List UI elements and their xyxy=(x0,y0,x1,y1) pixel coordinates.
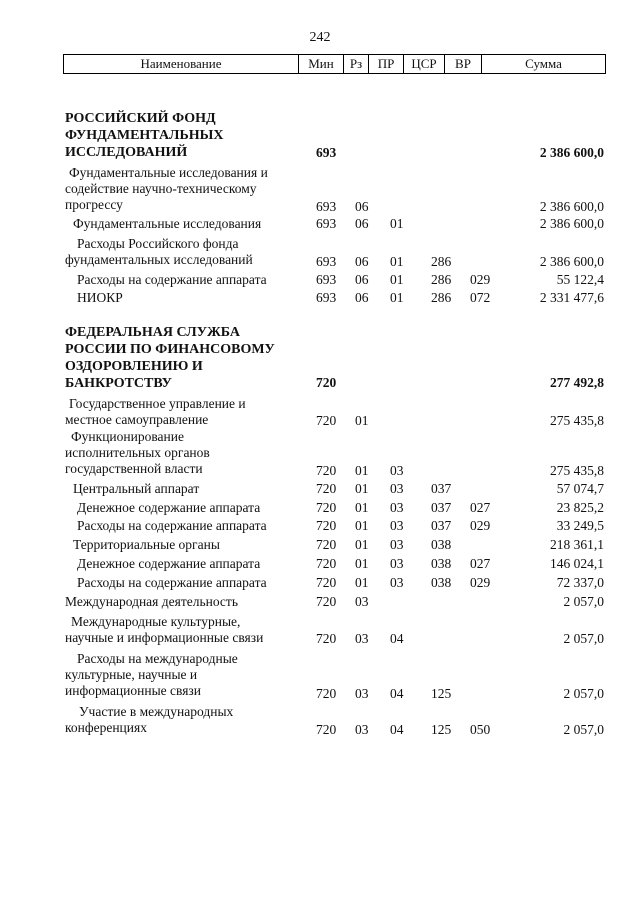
cell-pr: 01 xyxy=(390,216,404,231)
cell-pr: 01 xyxy=(390,290,404,305)
column-header-rz: Рз xyxy=(344,55,369,74)
cell-rz: 01 xyxy=(355,500,369,515)
cell-rz: 06 xyxy=(355,254,369,269)
cell-sum: 218 361,1 xyxy=(550,537,604,552)
cell-rz: 06 xyxy=(355,290,369,305)
cell-sum: 2 057,0 xyxy=(563,722,604,737)
column-header-name: Наименование xyxy=(64,55,299,74)
cell-csr: 286 xyxy=(431,290,452,305)
column-header-csr: ЦСР xyxy=(404,55,445,74)
cell-rz: 01 xyxy=(355,413,369,428)
cell-pr: 03 xyxy=(390,575,404,590)
cell-rz: 01 xyxy=(355,556,369,571)
cell-pr: 03 xyxy=(390,556,404,571)
cell-min: 693 xyxy=(316,254,337,269)
cell-csr: 286 xyxy=(431,254,452,269)
cell-rz: 03 xyxy=(355,686,369,701)
cell-sum: 55 122,4 xyxy=(556,272,604,287)
cell-rz: 03 xyxy=(355,722,369,737)
cell-vr: 027 xyxy=(470,556,491,571)
column-header-vr: ВР xyxy=(445,55,482,74)
cell-vr: 029 xyxy=(470,575,491,590)
cell-vr: 072 xyxy=(470,290,491,305)
cell-sum: 72 337,0 xyxy=(556,575,604,590)
cell-csr: 037 xyxy=(431,481,452,496)
cell-sum: 2 386 600,0 xyxy=(539,145,604,160)
cell-csr: 125 xyxy=(431,722,452,737)
row-name: Центральный аппарат xyxy=(73,481,200,496)
column-header-min: Мин xyxy=(299,55,344,74)
cell-sum: 2 386 600,0 xyxy=(539,216,604,231)
cell-rz: 06 xyxy=(355,272,369,287)
row-name: Фундаментальные исследования и содействие научно-техническому прогрессу xyxy=(65,165,268,212)
cell-min: 693 xyxy=(316,145,337,160)
cell-csr: 038 xyxy=(431,556,452,571)
row-name: Расходы на содержание аппарата xyxy=(77,575,267,590)
cell-pr: 04 xyxy=(390,631,404,646)
cell-sum: 2 386 600,0 xyxy=(539,254,604,269)
cell-csr: 286 xyxy=(431,272,452,287)
cell-rz: 01 xyxy=(355,537,369,552)
cell-pr: 03 xyxy=(390,481,404,496)
cell-sum: 2 386 600,0 xyxy=(539,199,604,214)
cell-csr: 038 xyxy=(431,575,452,590)
row-name: Международная деятельность xyxy=(65,594,238,609)
cell-rz: 03 xyxy=(355,594,369,609)
cell-pr: 04 xyxy=(390,722,404,737)
cell-min: 720 xyxy=(316,631,337,646)
cell-csr: 037 xyxy=(431,518,452,533)
cell-min: 720 xyxy=(316,375,337,390)
row-name: Фундаментальные исследования xyxy=(73,216,262,231)
row-name: Функционирование исполнительных органов государственной власти xyxy=(65,429,210,476)
cell-sum: 2 331 477,6 xyxy=(539,290,604,305)
cell-rz: 03 xyxy=(355,631,369,646)
cell-min: 693 xyxy=(316,290,337,305)
cell-rz: 06 xyxy=(355,199,369,214)
cell-pr: 03 xyxy=(390,518,404,533)
cell-rz: 01 xyxy=(355,575,369,590)
cell-min: 720 xyxy=(316,413,337,428)
cell-sum: 146 024,1 xyxy=(550,556,604,571)
cell-min: 720 xyxy=(316,556,337,571)
row-name: Территориальные органы xyxy=(73,537,220,552)
row-name: Участие в международных конференциях xyxy=(65,704,234,735)
page-number: 242 xyxy=(309,30,331,45)
cell-vr: 029 xyxy=(470,272,491,287)
cell-min: 693 xyxy=(316,199,337,214)
cell-pr: 03 xyxy=(390,537,404,552)
section-title: РОССИЙСКИЙ ФОНД ФУНДАМЕНТАЛЬНЫХ ИССЛЕДОВАНИЙ xyxy=(65,111,224,160)
column-header-sum: Сумма xyxy=(482,55,606,74)
cell-rz: 06 xyxy=(355,216,369,231)
cell-sum: 275 435,8 xyxy=(550,413,604,428)
section-title: ФЕДЕРАЛЬНАЯ СЛУЖБА РОССИИ ПО ФИНАНСОВОМУ ОЗДОРОВЛЕНИЮ И БАНКРОТСТВУ xyxy=(65,325,275,391)
cell-pr: 03 xyxy=(390,463,404,478)
row-name: Расходы на международные культурные, научные и информационные связи xyxy=(65,651,238,698)
cell-sum: 277 492,8 xyxy=(550,375,604,390)
cell-csr: 037 xyxy=(431,500,452,515)
row-name: Расходы на содержание аппарата xyxy=(77,272,267,287)
cell-pr: 01 xyxy=(390,272,404,287)
cell-min: 693 xyxy=(316,216,337,231)
cell-sum: 275 435,8 xyxy=(550,463,604,478)
cell-sum: 2 057,0 xyxy=(563,594,604,609)
row-name: Международные культурные, научные и информационные связи xyxy=(65,614,264,645)
cell-pr: 01 xyxy=(390,254,404,269)
row-name: Государственное управление и местное самоуправление xyxy=(65,396,246,427)
column-header-pr: ПР xyxy=(369,55,404,74)
cell-rz: 01 xyxy=(355,463,369,478)
cell-sum: 2 057,0 xyxy=(563,631,604,646)
cell-min: 720 xyxy=(316,500,337,515)
cell-sum: 2 057,0 xyxy=(563,686,604,701)
row-name: Расходы Российского фонда фундаментальных исследований xyxy=(65,236,253,267)
cell-sum: 33 249,5 xyxy=(556,518,604,533)
cell-rz: 01 xyxy=(355,481,369,496)
row-name: НИОКР xyxy=(77,290,123,305)
cell-pr: 04 xyxy=(390,686,404,701)
cell-vr: 050 xyxy=(470,722,491,737)
row-name: Денежное содержание аппарата xyxy=(77,556,261,571)
cell-pr: 03 xyxy=(390,500,404,515)
cell-min: 720 xyxy=(316,537,337,552)
cell-vr: 029 xyxy=(470,518,491,533)
cell-min: 720 xyxy=(316,575,337,590)
cell-min: 693 xyxy=(316,272,337,287)
row-name: Денежное содержание аппарата xyxy=(77,500,261,515)
cell-min: 720 xyxy=(316,463,337,478)
cell-min: 720 xyxy=(316,594,337,609)
cell-min: 720 xyxy=(316,722,337,737)
cell-sum: 23 825,2 xyxy=(556,500,604,515)
cell-min: 720 xyxy=(316,481,337,496)
cell-csr: 038 xyxy=(431,537,452,552)
cell-min: 720 xyxy=(316,518,337,533)
cell-sum: 57 074,7 xyxy=(556,481,604,496)
row-name: Расходы на содержание аппарата xyxy=(77,518,267,533)
cell-vr: 027 xyxy=(470,500,491,515)
cell-min: 720 xyxy=(316,686,337,701)
cell-rz: 01 xyxy=(355,518,369,533)
cell-csr: 125 xyxy=(431,686,452,701)
